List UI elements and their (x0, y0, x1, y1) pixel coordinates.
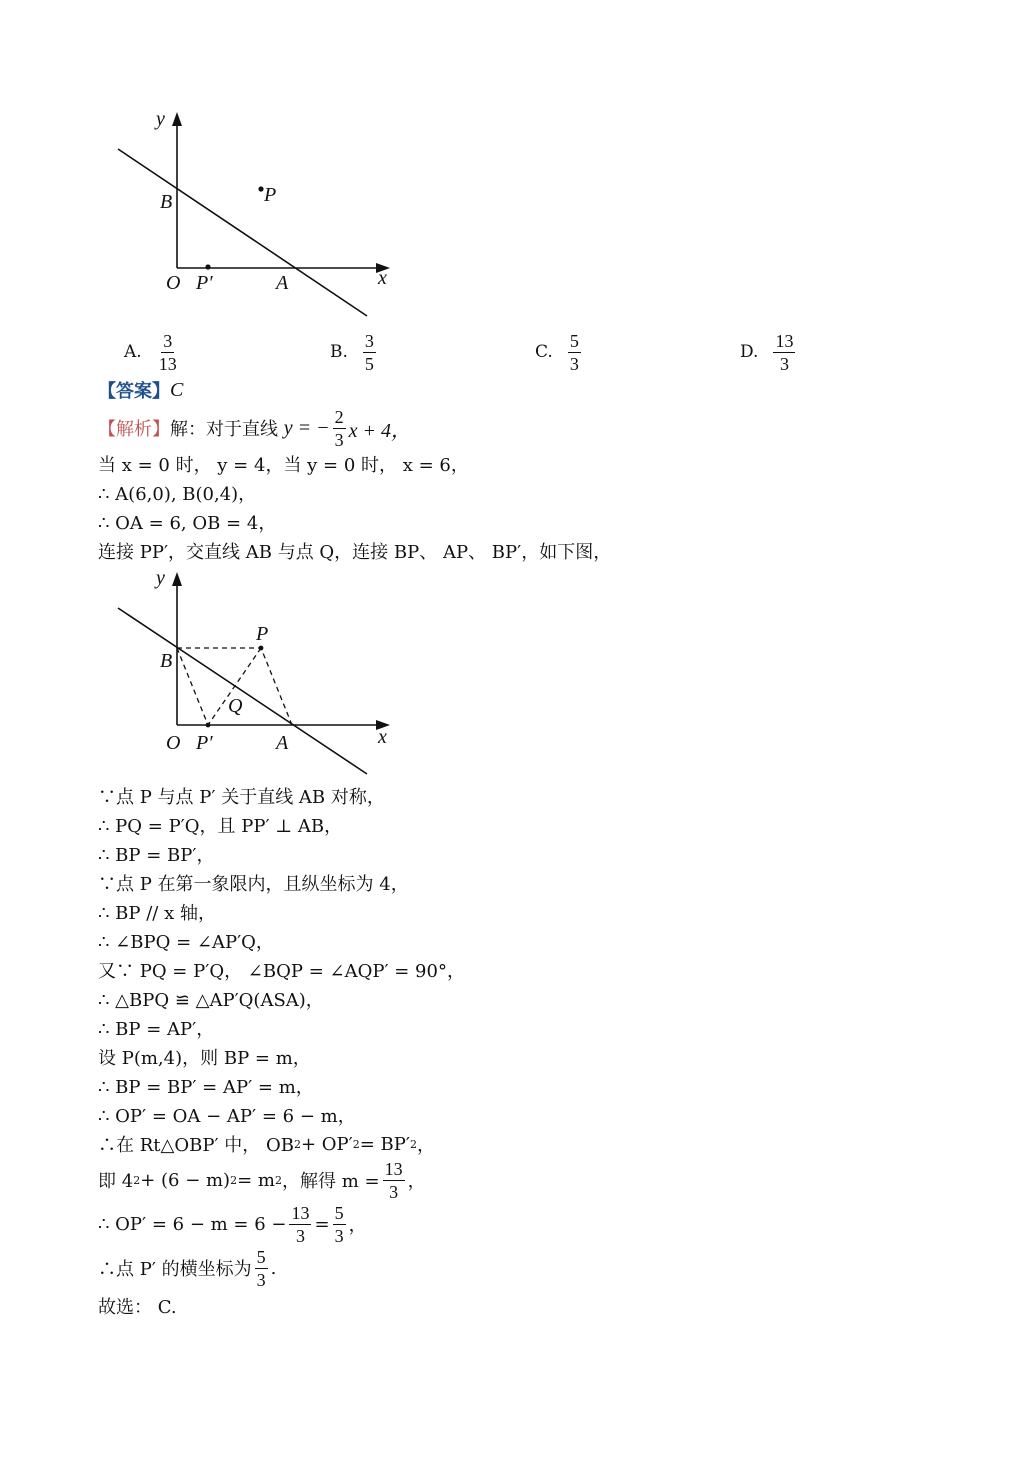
line-ab (118, 149, 367, 316)
op-prime-fraction-1: $\frac{13}{3}$ (291, 1202, 310, 1246)
label-x: x (378, 267, 387, 289)
choice-a-fraction: $\frac{3}{13}$ (158, 330, 177, 374)
label-y: y (156, 108, 165, 130)
analysis-line-18: ∴在 Rt△OBP′ 中， OB 2 + OP′ 2 = BP′ 2 ， (98, 1133, 435, 1156)
analysis-line-19: 即 4 2 + (6 − m) 2 = m 2 ，解得 m = $\frac{13}{3}$ ， (98, 1158, 426, 1202)
analysis-line-3: ∴ A(6,0), B(0,4)， (98, 484, 257, 505)
m-value-fraction: $\frac{13}{3}$ (384, 1158, 403, 1202)
figure-1 (100, 100, 400, 325)
analysis-line-4: ∴ OA = 6, OB = 4， (98, 513, 277, 534)
label-p-prime: P′ (196, 732, 213, 754)
analysis-line-14: ∴ BP = AP′， (98, 1019, 215, 1040)
analysis-intro-text: 解：对于直线 (170, 419, 278, 440)
line-ab (118, 608, 367, 774)
analysis-line-6: ∵点 P 与点 P′ 关于直线 AB 对称， (98, 787, 385, 808)
line-equation-rhs: x + 4， (348, 419, 411, 442)
analysis-line-17: ∴ OP′ = OA − AP′ = 6 − m， (98, 1106, 356, 1127)
point-p (259, 646, 264, 651)
analysis-line-22: 故选： C. (98, 1297, 177, 1318)
analysis-line-10: ∴ BP // x 轴， (98, 903, 216, 924)
choice-b[interactable] (330, 330, 379, 374)
label-b: B (160, 650, 173, 672)
p-prime-x-fraction: $\frac{5}{3}$ (256, 1246, 266, 1290)
answer-tag: 【答案】 (98, 381, 170, 402)
choice-d-label: D. (740, 342, 759, 362)
choice-c[interactable] (535, 330, 584, 374)
analysis-line-7: ∴ PQ = P′Q，且 PP′ ⊥ AB， (98, 816, 343, 837)
label-o: O (166, 732, 181, 754)
segment-bp-prime (177, 648, 208, 725)
figure-2 (100, 562, 400, 780)
choice-c-fraction: $\frac{5}{3}$ (569, 330, 579, 374)
label-x: x (378, 726, 387, 748)
analysis-line-15: 设 P(m,4)，则 BP = m， (98, 1048, 311, 1069)
answer-value: C (170, 378, 184, 401)
label-p-prime: P′ (196, 272, 213, 294)
y-axis-arrow (172, 112, 182, 126)
analysis-line-9: ∵点 P 在第一象限内，且纵坐标为 4， (98, 874, 409, 895)
analysis-line-20: ∴ OP′ = 6 − m = 6 − $\frac{13}{3}$ = $\frac{5}{3}$ ， (98, 1202, 367, 1246)
label-p: P (256, 623, 269, 645)
label-a: A (276, 732, 289, 754)
analysis-tag: 【解析】 (98, 419, 170, 440)
analysis-line-8: ∴ BP = BP′， (98, 845, 215, 866)
analysis-line-11: ∴ ∠BPQ = ∠AP′Q， (98, 932, 274, 953)
analysis-line-5: 连接 PP′，交直线 AB 与点 Q，连接 BP、 AP、 BP′，如下图， (98, 542, 612, 563)
choice-a[interactable] (124, 330, 182, 374)
analysis-line-13: ∴ △BPQ ≌ △AP′Q(ASA)， (98, 990, 324, 1011)
analysis-line-16: ∴ BP = BP′ = AP′ = m， (98, 1077, 314, 1098)
analysis-line-21: ∴点 P′ 的横坐标为 $\frac{5}{3}$ . (98, 1246, 277, 1290)
choice-d-fraction: $\frac{13}{3}$ (775, 330, 794, 374)
label-y: y (156, 567, 165, 589)
label-q: Q (228, 695, 243, 717)
choice-b-label: B. (330, 342, 348, 362)
op-prime-fraction-2: $\frac{5}{3}$ (334, 1202, 344, 1246)
analysis-line-12: 又∵ PQ = P′Q， ∠BQP = ∠AQP′ = 90°， (98, 961, 465, 982)
label-a: A (276, 272, 289, 294)
choice-a-label: A. (124, 342, 142, 362)
analysis-intro (98, 408, 411, 448)
point-p-prime (206, 723, 211, 728)
point-p-prime (205, 264, 210, 269)
label-o: O (166, 272, 181, 294)
choice-d[interactable] (740, 330, 798, 374)
label-b: B (160, 191, 173, 213)
point-p (258, 186, 263, 191)
choice-b-fraction: $\frac{3}{5}$ (364, 330, 374, 374)
label-p: P (264, 184, 277, 206)
y-axis-arrow (172, 572, 182, 586)
line-equation-slope: $\frac{2}{3}$ (334, 406, 344, 450)
answer-line (98, 376, 183, 404)
line-equation-lhs: y = − (283, 416, 330, 439)
analysis-line-2: 当 x = 0 时， y = 4，当 y = 0 时， x = 6， (98, 455, 469, 476)
choice-c-label: C. (535, 342, 553, 362)
